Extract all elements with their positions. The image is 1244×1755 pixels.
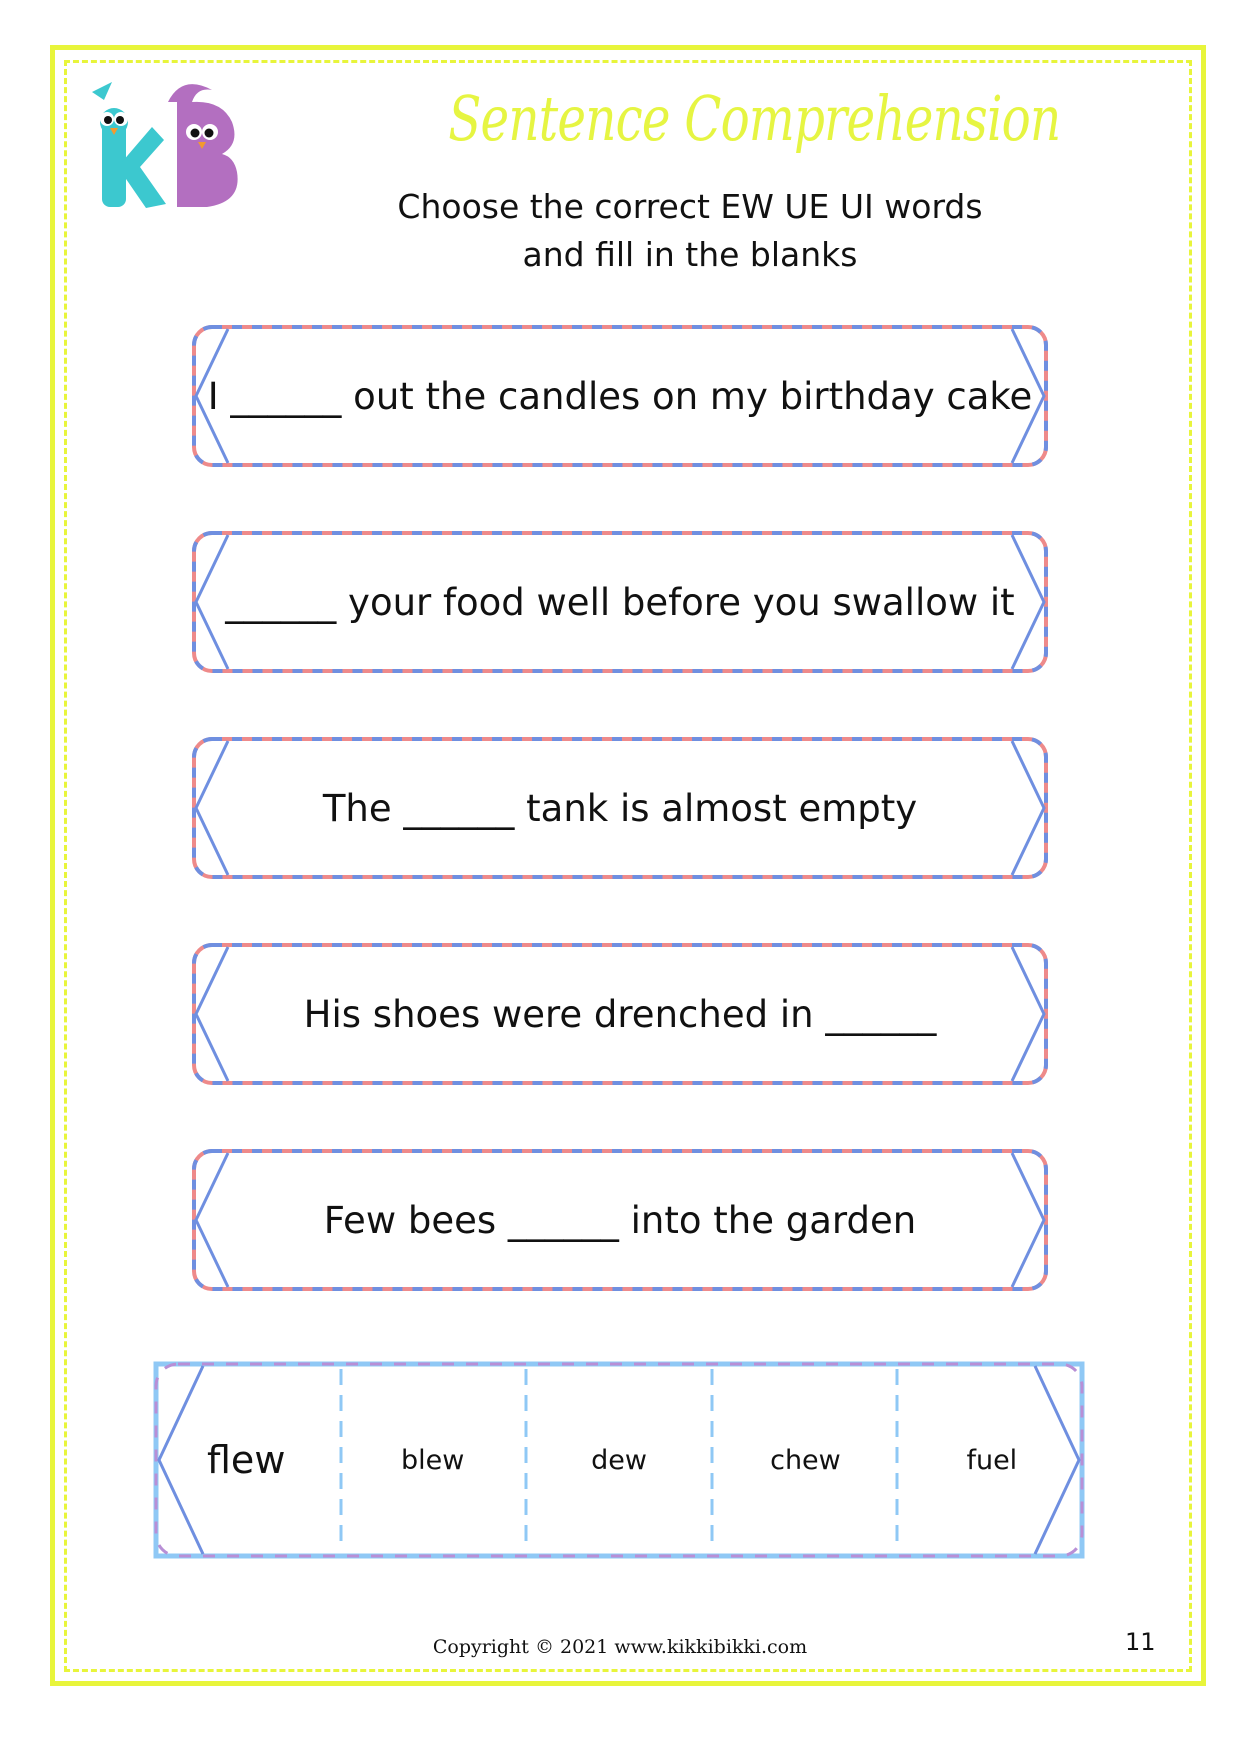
page-number: 11 <box>1125 1628 1156 1656</box>
word-bank <box>153 1361 1085 1559</box>
sentence-text: The ______ tank is almost empty <box>322 786 918 830</box>
word-option: chew <box>770 1444 841 1476</box>
sentence-box <box>192 531 1048 673</box>
instruction-line-2: and fill in the blanks <box>522 235 858 274</box>
word-option: blew <box>400 1444 465 1476</box>
page-title: Sentence Comprehension <box>448 82 1061 155</box>
sentence-text: ______ your food well before you swallow it <box>225 580 1015 624</box>
word-option: dew <box>591 1444 647 1476</box>
kb-logo-icon <box>82 72 252 217</box>
sentence-box <box>192 325 1048 467</box>
instructions <box>340 183 1040 279</box>
sentence-text: His shoes were drenched in ______ <box>303 992 937 1036</box>
copyright-text: Copyright © 2021 www.kikkibikki.com <box>432 1636 808 1658</box>
sentence-box <box>192 943 1048 1085</box>
instruction-line-1: Choose the correct EW UE UI words <box>397 187 983 226</box>
sentence-text: Few bees ______ into the garden <box>323 1198 917 1242</box>
sentence-box <box>192 737 1048 879</box>
sentence-box <box>192 1149 1048 1291</box>
word-option: flew <box>207 1438 286 1482</box>
sentence-text: I ______ out the candles on my birthday cake <box>207 374 1033 418</box>
word-option: fuel <box>966 1444 1018 1476</box>
